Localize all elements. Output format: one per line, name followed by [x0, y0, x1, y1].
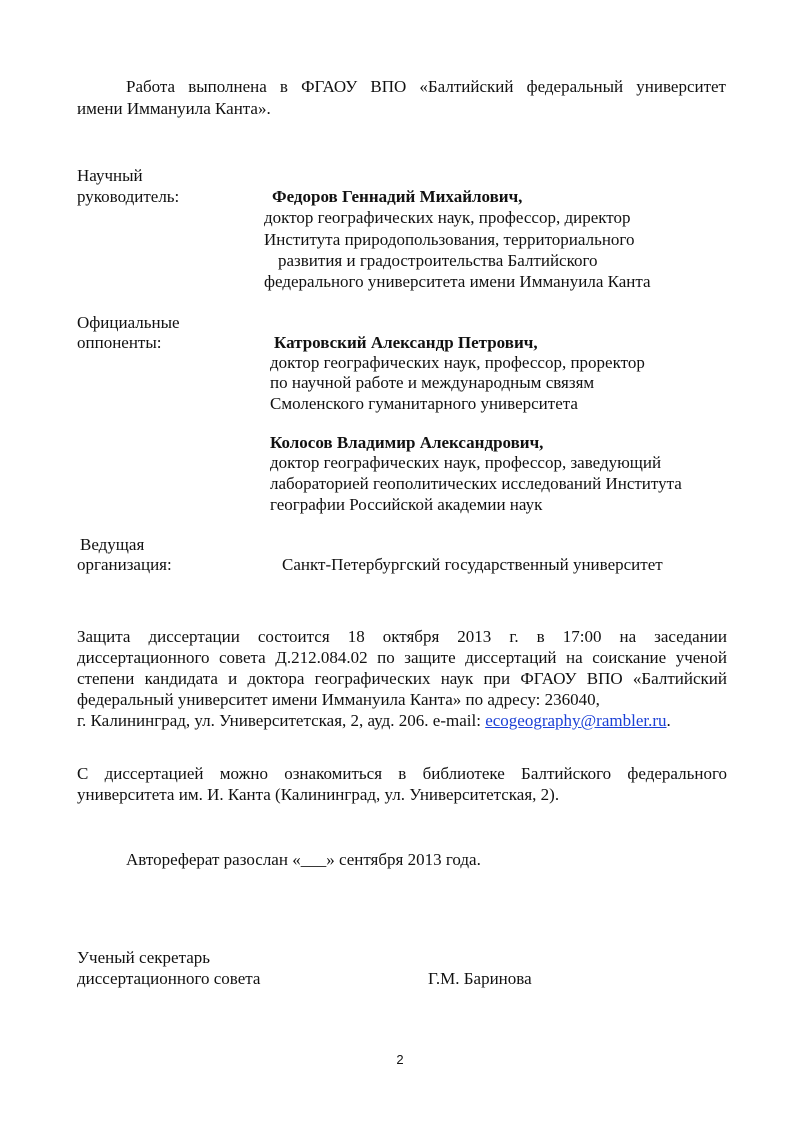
page-number: 2	[396, 1052, 404, 1067]
library-line-1: С диссертацией можно ознакомиться в библиотеке Балтийского федерального	[77, 764, 727, 783]
supervisor-line-3: развития и градостроительства Балтийского	[278, 251, 598, 270]
library-line-2: университета им. И. Канта (Калининград, ул. Университетская, 2).	[77, 785, 560, 804]
secretary-label-line-2: диссертационного совета	[77, 969, 261, 988]
defense-line-5	[77, 710, 671, 731]
lead-org-name: Санкт-Петербургский государственный университет	[282, 555, 663, 574]
lead-org-label-line-1: Ведущая	[80, 535, 145, 554]
defense-address: г. Калининград, ул. Университетская, 2, ауд. 206. e-mail:	[77, 711, 486, 730]
email-link[interactable]: ecogeography@rambler.ru	[485, 711, 667, 730]
secretary-label-line-1: Ученый секретарь	[77, 948, 211, 967]
opponent-1-line-1: доктор географических наук, профессор, проректор	[270, 353, 645, 372]
defense-line-4: федеральный университет имени Иммануила Канта» по адресу: 236040,	[77, 690, 600, 709]
opponent-2-line-2: лабораторией геополитических исследований Института	[270, 474, 682, 493]
supervisor-line-4: федерального университета имени Иммануила Канта	[264, 272, 651, 291]
supervisor-label-line-2: руководитель:	[77, 187, 180, 206]
defense-line-3: степени кандидата и доктора географических наук при ФГАОУ ВПО «Балтийский	[77, 669, 727, 688]
opponent-1-line-3: Смоленского гуманитарного университета	[270, 394, 578, 413]
intro-line-2: имени Иммануила Канта».	[77, 99, 271, 118]
supervisor-name: Федоров Геннадий Михайлович,	[272, 187, 523, 206]
intro-line-1: Работа выполнена в ФГАОУ ВПО «Балтийский федеральный университет	[126, 77, 726, 96]
supervisor-line-2: Института природопользования, территориального	[264, 230, 635, 249]
supervisor-label-line-1: Научный	[77, 166, 143, 185]
defense-end-period: .	[666, 711, 671, 730]
lead-org-label-line-2: организация:	[77, 555, 172, 574]
opponent-1-name: Катровский Александр Петрович,	[274, 333, 538, 352]
opponent-2-line-1: доктор географических наук, профессор, заведующий	[270, 453, 662, 472]
opponent-2-line-3: географии Российской академии наук	[270, 495, 543, 514]
sent-line: Автореферат разослан «___» сентября 2013 года.	[126, 850, 481, 869]
secretary-name: Г.М. Баринова	[428, 969, 532, 988]
opponent-2-name: Колосов Владимир Александрович,	[270, 433, 544, 452]
opponents-label-line-2: оппоненты:	[77, 333, 162, 352]
opponent-1-line-2: по научной работе и международным связям	[270, 373, 595, 392]
opponents-label-line-1: Официальные	[77, 313, 180, 332]
defense-line-2: диссертационного совета Д.212.084.02 по защите диссертаций на соискание ученой	[77, 648, 727, 667]
supervisor-line-1: доктор географических наук, профессор, директор	[264, 208, 631, 227]
defense-line-1: Защита диссертации состоится 18 октября 2013 г. в 17:00 на заседании	[77, 627, 727, 646]
